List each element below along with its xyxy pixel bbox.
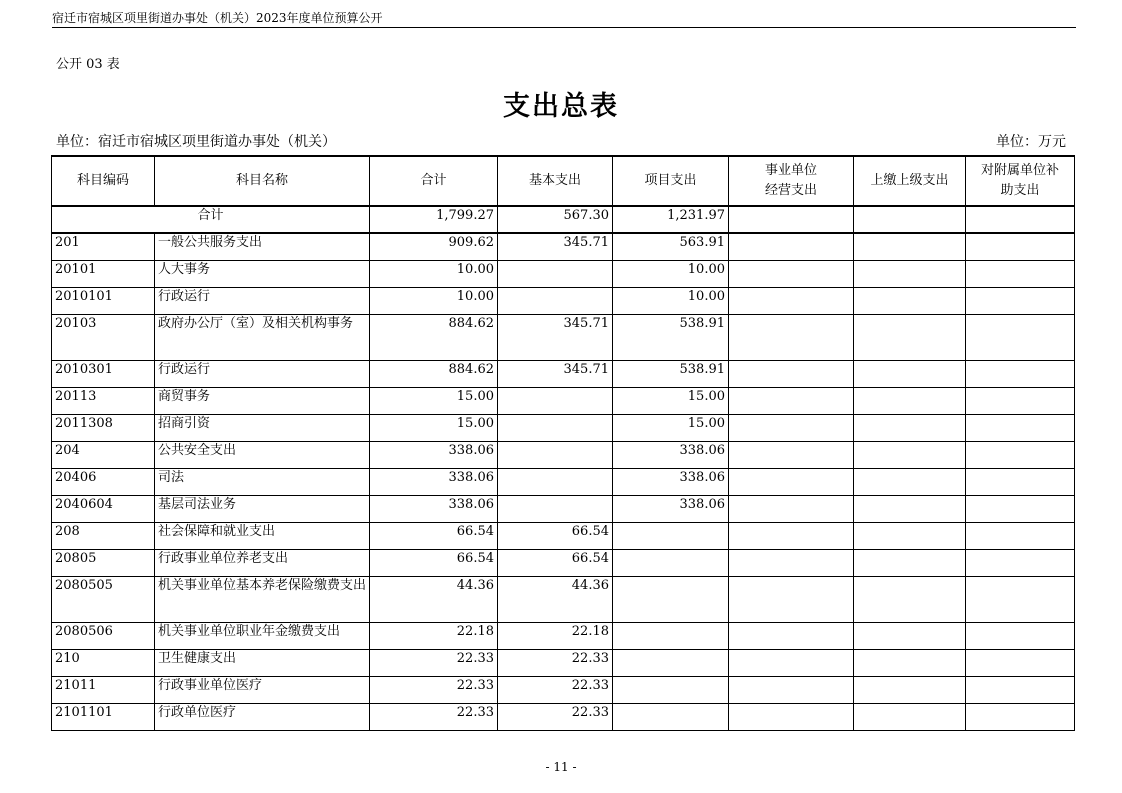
empty-cell [729, 414, 854, 441]
table-row [52, 314, 1075, 360]
amount-total: 22.33 [370, 649, 498, 676]
empty-cell [729, 703, 854, 730]
amount-project [613, 703, 729, 730]
column-header: 科目名称 [155, 156, 370, 206]
subject-name: 司法 [155, 468, 370, 495]
subject-code: 2080505 [52, 576, 155, 622]
amount-basic [498, 387, 613, 414]
empty-cell [966, 441, 1075, 468]
table-row [52, 360, 1075, 387]
column-header: 上缴上级支出 [854, 156, 966, 206]
amount-total: 66.54 [370, 522, 498, 549]
total-row [52, 206, 1075, 233]
amount-basic: 22.33 [498, 649, 613, 676]
amount-project: 563.91 [613, 233, 729, 260]
subject-name: 机关事业单位基本养老保险缴费支出 [155, 576, 370, 622]
subject-name: 行政单位医疗 [155, 703, 370, 730]
empty-cell [854, 676, 966, 703]
amount-basic [498, 495, 613, 522]
subject-code: 2101101 [52, 703, 155, 730]
amount-project: 15.00 [613, 414, 729, 441]
empty-cell [966, 622, 1075, 649]
empty-cell [729, 576, 854, 622]
amount-basic [498, 441, 613, 468]
empty-cell [966, 649, 1075, 676]
amount-project [613, 549, 729, 576]
table-row [52, 441, 1075, 468]
column-header: 事业单位 经营支出 [729, 156, 854, 206]
total-project: 1,231.97 [613, 206, 729, 233]
empty-cell [729, 360, 854, 387]
subject-code: 20805 [52, 549, 155, 576]
unit-name: 单位：宿迁市宿城区项里街道办事处（机关） [56, 134, 336, 150]
amount-project [613, 649, 729, 676]
table-row [52, 387, 1075, 414]
empty-cell [729, 522, 854, 549]
table-row [52, 703, 1075, 730]
table-number: 公开 03 表 [56, 57, 120, 72]
amount-basic: 345.71 [498, 233, 613, 260]
amount-project [613, 522, 729, 549]
table-row [52, 622, 1075, 649]
subject-code: 20103 [52, 314, 155, 360]
empty-cell [966, 468, 1075, 495]
amount-project: 338.06 [613, 495, 729, 522]
empty-cell [854, 649, 966, 676]
amount-total: 338.06 [370, 495, 498, 522]
total-basic: 567.30 [498, 206, 613, 233]
empty-cell [966, 495, 1075, 522]
empty-cell [854, 260, 966, 287]
subject-code: 20113 [52, 387, 155, 414]
subject-name: 基层司法业务 [155, 495, 370, 522]
empty-cell [854, 360, 966, 387]
empty-cell [854, 287, 966, 314]
empty-cell [854, 522, 966, 549]
table-row [52, 260, 1075, 287]
table-row [52, 414, 1075, 441]
subject-name: 卫生健康支出 [155, 649, 370, 676]
table-row [52, 549, 1075, 576]
amount-basic: 345.71 [498, 314, 613, 360]
empty-cell [854, 387, 966, 414]
empty-cell [729, 441, 854, 468]
empty-cell [966, 206, 1075, 233]
amount-basic: 345.71 [498, 360, 613, 387]
empty-cell [729, 314, 854, 360]
table-header-row [52, 156, 1075, 206]
subject-name: 行政运行 [155, 360, 370, 387]
amount-basic: 66.54 [498, 549, 613, 576]
subject-name: 人大事务 [155, 260, 370, 287]
page-number: - 11 - [545, 760, 577, 774]
amount-project [613, 622, 729, 649]
empty-cell [854, 233, 966, 260]
empty-cell [854, 549, 966, 576]
amount-total: 884.62 [370, 360, 498, 387]
empty-cell [729, 495, 854, 522]
amount-project [613, 576, 729, 622]
subject-name: 行政事业单位医疗 [155, 676, 370, 703]
empty-cell [966, 576, 1075, 622]
amount-basic: 22.33 [498, 703, 613, 730]
amount-basic [498, 414, 613, 441]
subject-name: 政府办公厅（室）及相关机构事务 [155, 314, 370, 360]
page-title: 支出总表 [503, 91, 619, 122]
subject-code: 201 [52, 233, 155, 260]
empty-cell [966, 233, 1075, 260]
amount-project: 338.06 [613, 441, 729, 468]
empty-cell [966, 703, 1075, 730]
empty-cell [966, 549, 1075, 576]
empty-cell [854, 314, 966, 360]
subject-name: 招商引资 [155, 414, 370, 441]
amount-total: 909.62 [370, 233, 498, 260]
empty-cell [966, 314, 1075, 360]
amount-total: 884.62 [370, 314, 498, 360]
empty-cell [966, 360, 1075, 387]
empty-cell [966, 414, 1075, 441]
empty-cell [729, 676, 854, 703]
subject-code: 210 [52, 649, 155, 676]
amount-project: 538.91 [613, 360, 729, 387]
amount-total: 22.18 [370, 622, 498, 649]
running-header: 宿迁市宿城区项里街道办事处（机关）2023年度单位预算公开 [52, 11, 383, 25]
empty-cell [729, 287, 854, 314]
subject-name: 行政事业单位养老支出 [155, 549, 370, 576]
subject-code: 2011308 [52, 414, 155, 441]
column-header: 科目编码 [52, 156, 155, 206]
amount-total: 44.36 [370, 576, 498, 622]
empty-cell [729, 649, 854, 676]
amount-project: 538.91 [613, 314, 729, 360]
amount-basic [498, 468, 613, 495]
table-row [52, 576, 1075, 622]
subject-code: 208 [52, 522, 155, 549]
table-row [52, 676, 1075, 703]
amount-total: 22.33 [370, 676, 498, 703]
subject-code: 2010301 [52, 360, 155, 387]
empty-cell [854, 622, 966, 649]
amount-project [613, 676, 729, 703]
empty-cell [854, 414, 966, 441]
empty-cell [966, 287, 1075, 314]
amount-project: 10.00 [613, 287, 729, 314]
empty-cell [966, 387, 1075, 414]
table-row [52, 468, 1075, 495]
empty-cell [966, 522, 1075, 549]
subject-name: 机关事业单位职业年金缴费支出 [155, 622, 370, 649]
empty-cell [729, 206, 854, 233]
column-header: 对附属单位补 助支出 [966, 156, 1075, 206]
subject-code: 20406 [52, 468, 155, 495]
amount-basic: 66.54 [498, 522, 613, 549]
empty-cell [966, 676, 1075, 703]
table-row [52, 233, 1075, 260]
column-header: 项目支出 [613, 156, 729, 206]
amount-basic [498, 287, 613, 314]
subject-code: 21011 [52, 676, 155, 703]
empty-cell [854, 703, 966, 730]
empty-cell [854, 576, 966, 622]
header-rule [52, 27, 1076, 28]
amount-basic: 44.36 [498, 576, 613, 622]
expenditure-table [51, 155, 1075, 731]
subject-code: 2010101 [52, 287, 155, 314]
amount-total: 338.06 [370, 468, 498, 495]
table-row [52, 522, 1075, 549]
empty-cell [854, 495, 966, 522]
subject-name: 商贸事务 [155, 387, 370, 414]
table-row [52, 649, 1075, 676]
amount-total: 22.33 [370, 703, 498, 730]
amount-project: 10.00 [613, 260, 729, 287]
subject-name: 社会保障和就业支出 [155, 522, 370, 549]
subject-code: 2040604 [52, 495, 155, 522]
amount-total: 10.00 [370, 260, 498, 287]
table-row [52, 287, 1075, 314]
empty-cell [966, 260, 1075, 287]
empty-cell [854, 441, 966, 468]
subject-code: 204 [52, 441, 155, 468]
column-header: 合计 [370, 156, 498, 206]
amount-basic: 22.33 [498, 676, 613, 703]
empty-cell [729, 387, 854, 414]
subject-name: 行政运行 [155, 287, 370, 314]
amount-total: 15.00 [370, 387, 498, 414]
empty-cell [854, 206, 966, 233]
amount-total: 15.00 [370, 414, 498, 441]
amount-project: 338.06 [613, 468, 729, 495]
empty-cell [729, 260, 854, 287]
column-header: 基本支出 [498, 156, 613, 206]
empty-cell [729, 622, 854, 649]
subject-code: 20101 [52, 260, 155, 287]
empty-cell [729, 468, 854, 495]
total-amount: 1,799.27 [370, 206, 498, 233]
amount-basic: 22.18 [498, 622, 613, 649]
empty-cell [729, 549, 854, 576]
subject-code: 2080506 [52, 622, 155, 649]
amount-project: 15.00 [613, 387, 729, 414]
empty-cell [854, 468, 966, 495]
currency-unit: 单位：万元 [996, 134, 1066, 150]
amount-total: 338.06 [370, 441, 498, 468]
empty-cell [729, 233, 854, 260]
subject-name: 一般公共服务支出 [155, 233, 370, 260]
amount-basic [498, 260, 613, 287]
table-row [52, 495, 1075, 522]
amount-total: 10.00 [370, 287, 498, 314]
subject-name: 公共安全支出 [155, 441, 370, 468]
total-label: 合计 [52, 206, 370, 233]
amount-total: 66.54 [370, 549, 498, 576]
